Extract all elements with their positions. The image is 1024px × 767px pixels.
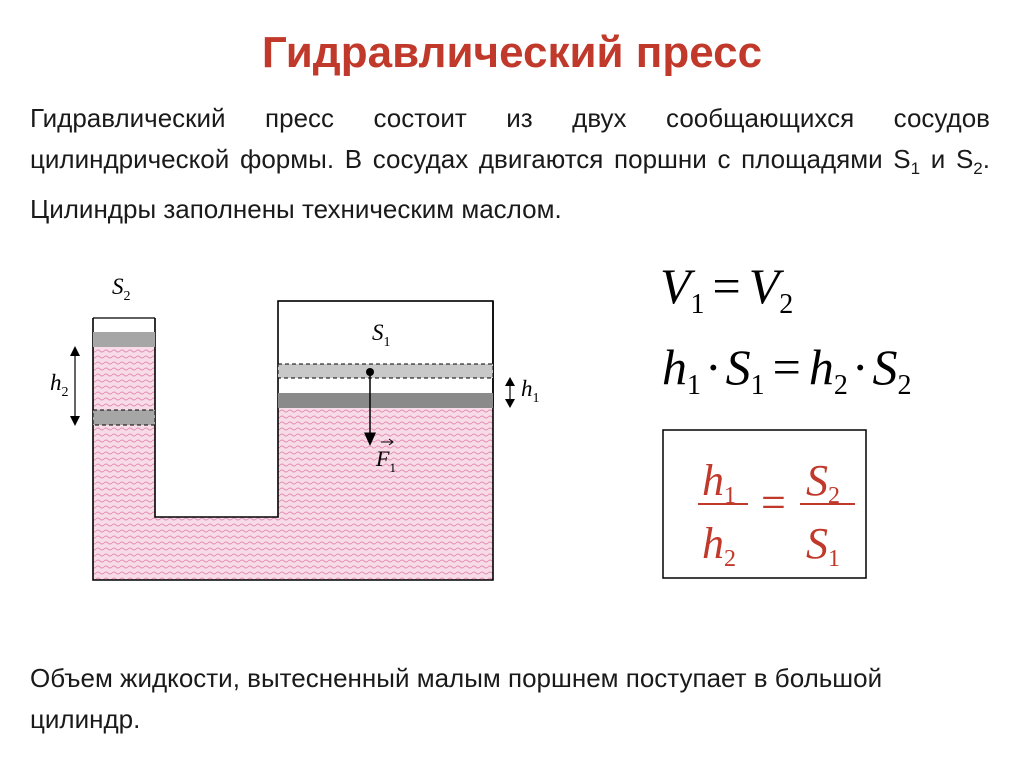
large-piston-initial xyxy=(278,364,493,378)
formula-h1s1-h2s2: $h_1\cdot S_1 = h_2\cdot S_2$ xyxy=(662,339,912,401)
small-piston-displaced xyxy=(93,410,155,425)
svg-text:h1: h1 xyxy=(702,456,736,509)
outro-paragraph: Объем жидкости, вытесненный малым поршнем поступает в большой цилиндр. xyxy=(30,663,883,734)
intro-sub-2: 2 xyxy=(973,159,983,179)
intro-sub-1: 1 xyxy=(910,159,921,179)
page-title: Гидравлический пресс xyxy=(261,28,763,77)
h1-arrow-head-top xyxy=(505,377,515,386)
s2-label: $S_2$ xyxy=(112,274,131,304)
svg-text:=: = xyxy=(761,478,786,527)
small-piston xyxy=(93,332,155,347)
svg-text:S2: S2 xyxy=(806,456,840,509)
svg-text:F1: $F_1$ xyxy=(376,446,396,475)
h1-label: $h_1$ xyxy=(521,376,540,406)
svg-text:S1: S1 xyxy=(806,519,840,572)
h2-label: $h_2$ xyxy=(50,370,69,400)
formula-v1-v2: $V_1 = V_2$ xyxy=(660,258,794,320)
h2-arrow-head-top xyxy=(70,346,80,356)
large-piston xyxy=(278,393,493,408)
intro-text-1: Гидравлический пресс состоит из двух сообщающихся сосудов цилиндрической формы. В сосудах двигаются поршни с площадями S xyxy=(30,103,990,174)
s1-label: $S_1$ xyxy=(372,320,391,350)
intro-text-2: и S xyxy=(920,144,974,174)
ratio-formula xyxy=(698,456,855,572)
intro-text-3: . Цилиндры заполнены техническим маслом. xyxy=(30,144,990,225)
h1-arrow-head-bottom xyxy=(505,399,515,408)
svg-text:h2: h2 xyxy=(702,519,736,572)
liquid-body xyxy=(93,347,493,580)
h2-arrow-head-bottom xyxy=(70,416,80,426)
